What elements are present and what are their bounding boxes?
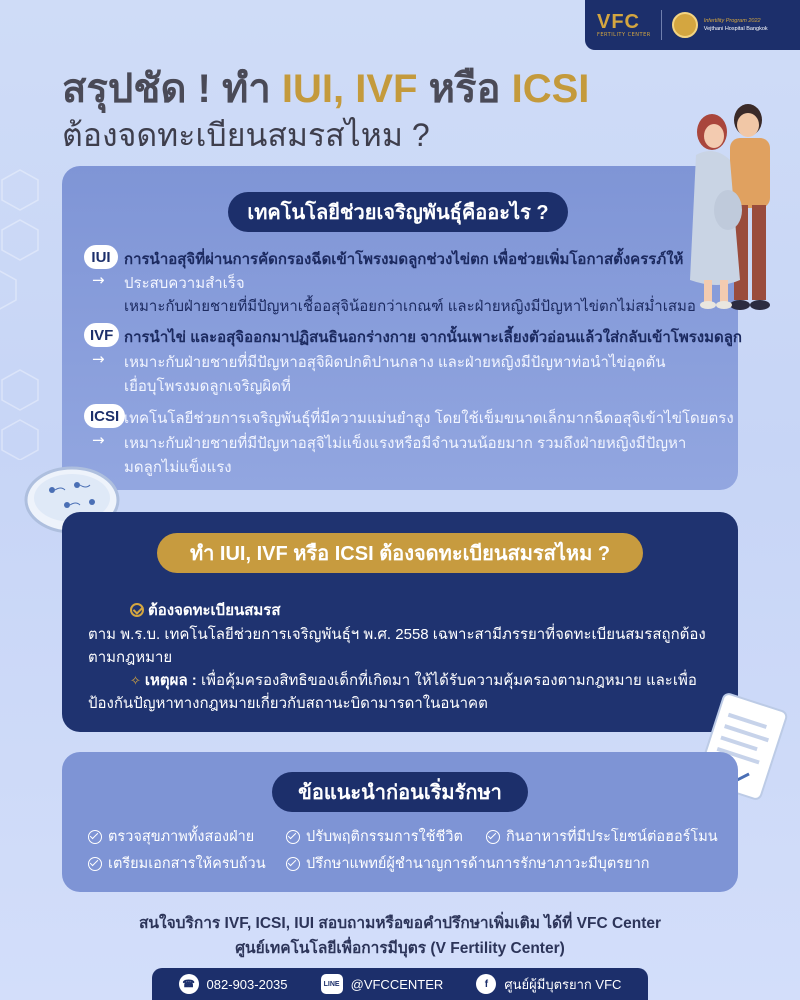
iui-line3: เหมาะกับฝ่ายชายที่มีปัญหาเชื้ออสุจิน้อยกว่าเกณฑ์ และฝ่ายหญิงมีปัญหาไข่ตกไม่สม่ำเสมอ [124, 298, 696, 315]
footer-line1: สนใจบริการ IVF, ICSI, IUI สอบถามหรือขอคำปรึกษาเพิ่มเติม ได้ที่ VFC Center [138, 915, 662, 932]
tip-item [486, 825, 718, 848]
check-circle-icon [88, 857, 102, 871]
contact-bar [152, 968, 648, 1000]
tip-text: ปรับพฤติกรรมการใช้ชีวิต [306, 829, 463, 845]
icsi-line1: เทคโนโลยีช่วยการเจริญพันธุ์ที่มีความแม่นยำสูง โดยใช้เข็มขนาดเล็กมากฉีดอสุจิเข้าไข่โดยตรง [124, 410, 734, 427]
arrow-right-icon: → [92, 431, 105, 449]
iui-line1: การนำอสุจิที่ผ่านการคัดกรองฉีดเข้าโพรงมดลูกช่วงไข่ตก เพื่อช่วยเพิ่มโอกาสตั้งครรภ์ให้ [124, 251, 684, 268]
program-line2: Vejthani Hospital Bangkok [703, 26, 768, 32]
check-circle-icon [130, 603, 144, 617]
ivf-line1: การนำไข่ และอสุจิออกมาปฏิสนธินอกร่างกาย จากนั้นเพาะเลี้ยงตัวอ่อนแล้วใส่กลับเข้าโพรงมดลูก [124, 329, 743, 346]
reason-label: เหตุผล : [144, 672, 197, 689]
tip-item [88, 852, 266, 875]
title-highlight-1: IUI, IVF [281, 67, 418, 111]
iui-line2: ประสบความสำเร็จ [124, 275, 245, 292]
line-id: @VFCCENTER [350, 976, 444, 992]
answer-text: ต้องจดทะเบียนสมรส [148, 602, 281, 619]
arrow-right-icon: → [92, 271, 105, 289]
vfc-logo [597, 12, 651, 38]
couple-illustration [682, 100, 792, 315]
lightbulb-icon: ✧ [130, 673, 141, 688]
ivf-line3: เยื่อบุโพรงมดลูกเจริญผิดที่ [124, 378, 291, 395]
title-highlight-2: ICSI [511, 67, 590, 111]
section2-heading: ทำ IUI, IVF หรือ ICSI ต้องจดทะเบียนสมรสไหม ? [157, 533, 643, 573]
section3-heading: ข้อแนะนำก่อนเริ่มรักษา [272, 772, 528, 812]
program-text [704, 17, 768, 33]
tag-iui: IUI [84, 245, 118, 269]
vfc-logo-sub: FERTILITY CENTER [597, 32, 651, 38]
award-seal-icon [672, 12, 698, 38]
phone-icon: ☎ [179, 974, 199, 994]
reason-line2: ป้องกันปัญหาทางกฎหมายเกี่ยวกับสถานะบิดามารดาในอนาคต [88, 695, 488, 712]
tag-icsi: ICSI [84, 404, 125, 428]
tip-item [286, 852, 650, 875]
footer-line2: ศูนย์เทคโนโลยีเพื่อการมีบุตร (V Fertility Center) [235, 940, 565, 957]
tag-ivf: IVF [84, 323, 119, 347]
tip-item [88, 825, 254, 848]
facebook-name: ศูนย์ผู้มีบุตรยาก VFC [504, 976, 622, 992]
section1-heading: เทคโนโลยีช่วยเจริญพันธุ์คืออะไร ? [228, 192, 568, 232]
tip-text: เตรียมเอกสารให้ครบถ้วน [108, 856, 266, 872]
vfc-logo-mark: VFC [597, 11, 640, 33]
hexagon-pattern [0, 160, 60, 460]
law-line1: ตาม พ.ร.บ. เทคโนโลยีช่วยการเจริญพันธุ์ฯ พ.ศ. 2558 เฉพาะสามีภรรยาที่จดทะเบียนสมรสถูกต้อง [88, 626, 706, 643]
check-circle-icon [88, 830, 102, 844]
title-part2: หรือ [417, 67, 512, 111]
ivf-line2: เหมาะกับฝ่ายชายที่มีปัญหาอสุจิผิดปกติปานกลาง และฝ่ายหญิงมีปัญหาท่อนำไข่อุดตัน [124, 354, 666, 371]
reason-text: เพื่อคุ้มครองสิทธิของเด็กที่เกิดมา ให้ได้รับความคุ้มครองตามกฎหมาย และเพื่อ [196, 672, 697, 689]
check-circle-icon [286, 857, 300, 871]
program-line1: Infertility Program 2022 [703, 18, 761, 24]
icsi-line3: มดลูกไม่แข็งแรง [124, 459, 232, 476]
arrow-right-icon: → [92, 350, 105, 368]
page-subtitle: ต้องจดทะเบียนสมรสไหม ? [62, 117, 430, 153]
phone-number: 082-903-2035 [206, 976, 288, 992]
tip-item [286, 825, 463, 848]
facebook-icon: f [476, 974, 496, 994]
logo-bar [585, 0, 800, 50]
logo-divider [661, 10, 662, 40]
title-part1: สรุปชัด ! ทำ [62, 67, 282, 111]
tip-text: กินอาหารที่มีประโยชน์ต่อฮอร์โมน [506, 829, 718, 845]
contact-line[interactable] [321, 974, 444, 994]
answer-line [130, 598, 281, 622]
line-icon: LINE [321, 974, 343, 994]
reason-line [130, 668, 697, 692]
icsi-line2: เหมาะกับฝ่ายชายที่มีปัญหาอสุจิไม่แข็งแรงหรือมีจำนวนน้อยมาก รวมถึงฝ่ายหญิงมีปัญหา [124, 435, 687, 452]
contact-phone[interactable] [179, 974, 288, 994]
tip-text: ปรึกษาแพทย์ผู้ชำนาญการด้านการรักษาภาวะมีบุตรยาก [306, 856, 650, 872]
tip-text: ตรวจสุขภาพทั้งสองฝ่าย [108, 829, 255, 845]
law-line2: ตามกฎหมาย [88, 649, 173, 666]
check-circle-icon [286, 830, 300, 844]
check-circle-icon [486, 830, 500, 844]
contact-facebook[interactable] [476, 974, 621, 995]
